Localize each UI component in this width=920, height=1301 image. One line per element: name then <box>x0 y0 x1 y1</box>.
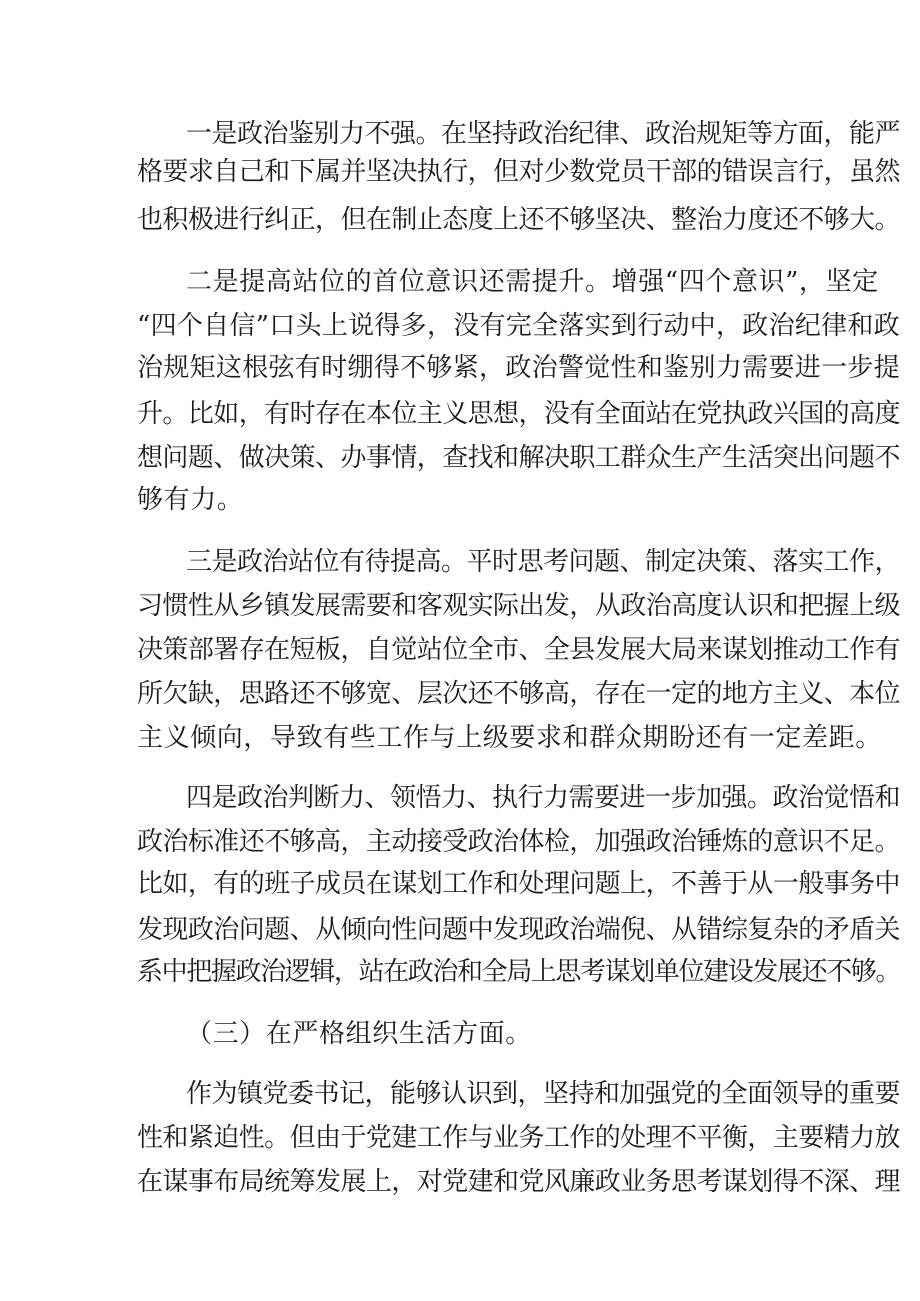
text-run: 性和紧迫性。但由于党建工作与业务工作的处理不平衡，主要精力放 <box>137 1123 900 1153</box>
paragraph-3-line-3 <box>0 628 920 672</box>
paragraph-2-line-6 <box>0 478 920 522</box>
paragraph-4-line-1 <box>0 776 920 820</box>
paragraph-4-line-4 <box>0 908 920 952</box>
text-run: 在谋事布局统筹发展上，对党建和党风廉政业务思考谋划得不深、理 <box>137 1167 900 1197</box>
text-run: 治规矩这根弦有时绷得不够紧，政治警觉性和鉴别力需要进一步提 <box>137 353 900 383</box>
paragraph-4-line-5 <box>0 950 920 994</box>
text-run: （三）在严格组织生活方面。 <box>186 1019 532 1049</box>
text-run: 三是政治站位有待提高。平时思考问题、制定决策、落实工作， <box>186 547 900 577</box>
text-run: 格要求自己和下属并坚决执行，但对少数党员干部的错误言行，虽然 <box>137 157 900 187</box>
text-run: 二是提高站位的首位意识还需提升。增强“四个意识”，坚定 <box>186 267 879 297</box>
paragraph-1-line-2 <box>0 150 920 194</box>
paragraph-1-line-3 <box>0 198 920 242</box>
paragraph-4-line-2 <box>0 820 920 864</box>
text-run: 比如，有的班子成员在谋划工作和处理问题上，不善于从一般事务中 <box>137 869 900 899</box>
text-run: 升。比如，有时存在本位主义思想，没有全面站在党执政兴国的高度 <box>137 399 900 429</box>
text-run: “四个自信”口头上说得多，没有完全落实到行动中，政治纪律和政 <box>137 311 900 341</box>
paragraph-3-line-1 <box>0 540 920 584</box>
paragraph-6-line-1 <box>0 1072 920 1116</box>
paragraph-2-line-4 <box>0 392 920 436</box>
paragraph-6-line-2 <box>0 1116 920 1160</box>
paragraph-2-line-2 <box>0 304 920 348</box>
text-run: 系中把握政治逻辑，站在政治和全局上思考谋划单位建设发展还不够。 <box>137 957 900 987</box>
text-run: 够有力。 <box>137 485 244 515</box>
paragraph-3-line-4 <box>0 672 920 716</box>
text-run: 政治标准还不够高，主动接受政治体检，加强政治锤炼的意识不足。 <box>137 827 900 857</box>
paragraph-3-line-5 <box>0 716 920 760</box>
paragraph-2-line-1 <box>0 260 920 304</box>
text-run: 一是政治鉴别力不强。在坚持政治纪律、政治规矩等方面，能严 <box>186 119 900 149</box>
text-run: 发现政治问题、从倾向性问题中发现政治端倪、从错综复杂的矛盾关 <box>137 915 900 945</box>
paragraph-2-line-5 <box>0 436 920 480</box>
paragraph-4-line-3 <box>0 862 920 906</box>
text-run: 想问题、做决策、办事情，查找和解决职工群众生产生活突出问题不 <box>137 443 900 473</box>
paragraph-6-line-3 <box>0 1160 920 1204</box>
text-run: 决策部署存在短板，自觉站位全市、全县发展大局来谋划推动工作有 <box>137 635 900 665</box>
text-run: 主义倾向，导致有些工作与上级要求和群众期盼还有一定差距。 <box>137 723 882 753</box>
text-run: 作为镇党委书记，能够认识到，坚持和加强党的全面领导的重要 <box>186 1079 900 1109</box>
text-run: 所欠缺，思路还不够宽、层次还不够高，存在一定的地方主义、本位 <box>137 679 900 709</box>
paragraph-2-line-3 <box>0 346 920 390</box>
text-run: 也积极进行纠正，但在制止态度上还不够坚决、整治力度还不够大。 <box>137 205 900 235</box>
text-run: 习惯性从乡镇发展需要和客观实际出发，从政治高度认识和把握上级 <box>137 591 900 621</box>
paragraph-3-line-2 <box>0 584 920 628</box>
section-heading <box>0 1012 920 1056</box>
text-run: 四是政治判断力、领悟力、执行力需要进一步加强。政治觉悟和 <box>186 783 900 813</box>
